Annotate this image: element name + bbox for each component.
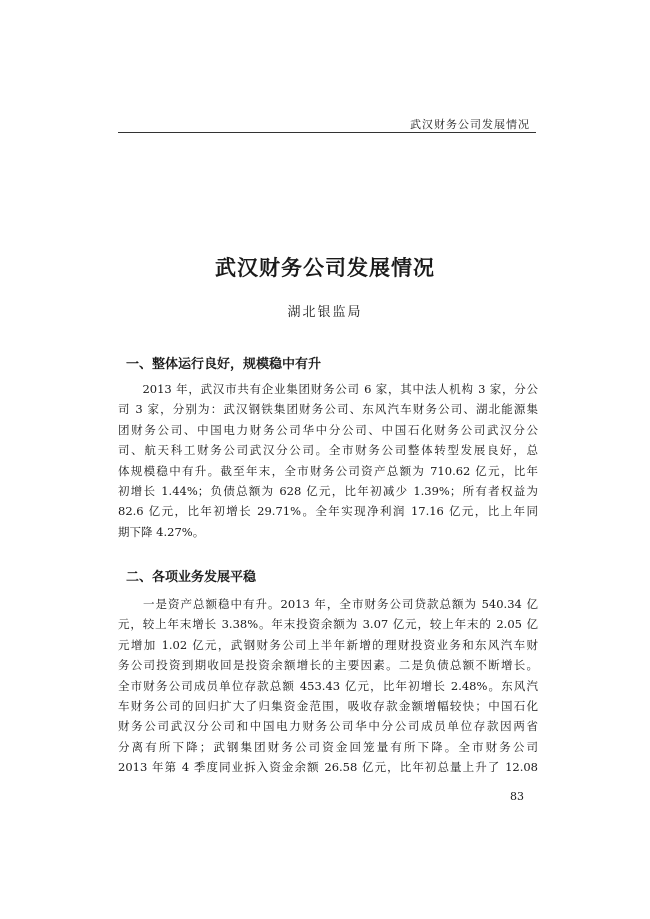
text-line: 司 3 家，分别为：武汉钢铁集团财务公司、东风汽车财务公司、湖北能源集 xyxy=(118,402,538,417)
header-rule xyxy=(118,132,536,133)
text-line: 2013 年，武汉市共有企业集团财务公司 6 家，其中法人机构 3 家，分公 xyxy=(118,382,538,396)
text-line: 司、航天科工财务公司武汉分公司。全市财务公司整体转型发展良好，总 xyxy=(118,443,538,458)
text-line: 财务公司武汉分公司和中国电力财务公司华中分公司成员单位存款因两省 xyxy=(118,719,538,734)
section-heading-1: 一、整体运行良好，规模稳中有升 xyxy=(126,357,322,372)
section-heading-2: 二、各项业务发展平稳 xyxy=(126,570,257,585)
text-line: 元，较上年末增长 3.38%。年末投资余额为 3.07 亿元，较上年末的 2.05 亿 xyxy=(118,617,538,632)
page-number: 83 xyxy=(510,790,524,803)
section-1-paragraph xyxy=(118,379,538,542)
text-line: 期下降 4.27%。 xyxy=(118,524,205,539)
text-line: 车财务公司的回归扩大了归集资金范围，吸收存款金额增幅较快；中国石化 xyxy=(118,698,538,713)
text-line: 82.6 亿元，比年初增长 29.71%。全年实现净利润 17.16 亿元，比上年同 xyxy=(118,504,538,519)
text-line: 务公司投资到期收回是投资余额增长的主要因素。二是负债总额不断增长。 xyxy=(118,658,538,673)
section-2-paragraph xyxy=(118,594,538,778)
page-title: 武汉财务公司发展情况 xyxy=(215,256,435,280)
text-line: 全市财务公司成员单位存款总额 453.43 亿元，比年初增长 2.48%。东风汽 xyxy=(118,678,538,693)
author: 湖北银监局 xyxy=(287,305,363,320)
text-line: 分离有所下降；武钢集团财务公司资金回笼量有所下降。全市财务公司 xyxy=(118,739,538,754)
text-line: 初增长 1.44%；负债总额为 628 亿元，比年初减少 1.39%；所有者权益为 xyxy=(118,483,538,498)
text-line: 体规模稳中有升。截至年末，全市财务公司资产总额为 710.62 亿元，比年 xyxy=(118,463,538,478)
text-line: 团财务公司、中国电力财务公司华中分公司、中国石化财务公司武汉分公 xyxy=(118,422,538,437)
text-line: 元增加 1.02 亿元，武钢财务公司上半年新增的理财投资业务和东风汽车财 xyxy=(118,637,538,652)
text-line: 一是资产总额稳中有升。2013 年，全市财务公司贷款总额为 540.34 亿 xyxy=(118,597,538,611)
text-line: 2013 年第 4 季度同业拆入资金余额 26.58 亿元，比年初总量上升了 12.08 xyxy=(118,760,538,775)
